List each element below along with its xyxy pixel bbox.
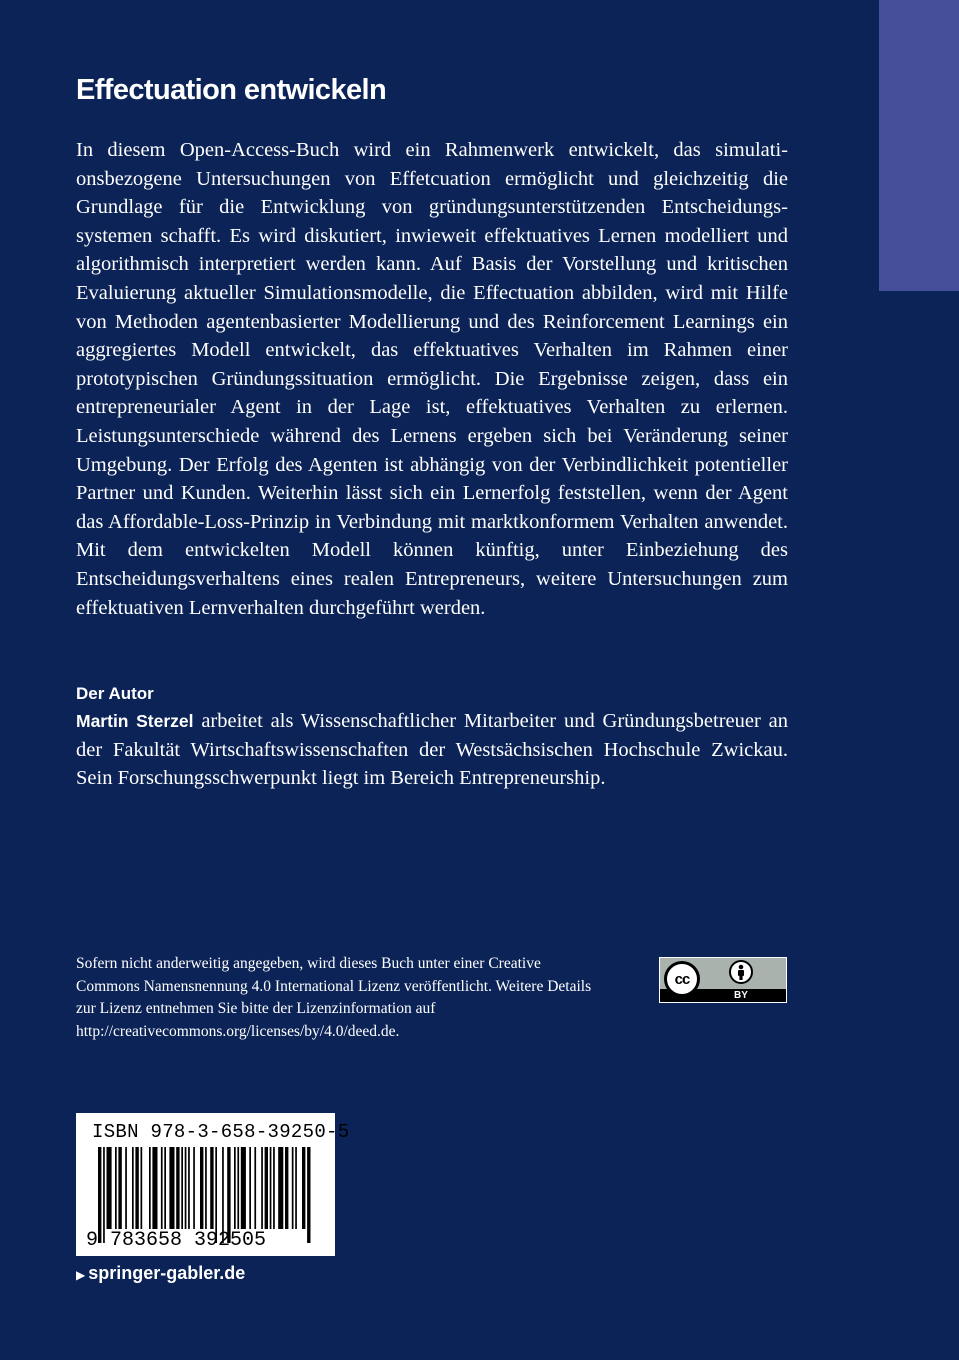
book-title: Effectuation entwickeln <box>76 74 387 106</box>
barcode-bar <box>115 1147 117 1229</box>
abstract-text: In diesem Open-Access-Buch wird ein Rahmenwerk entwickelt, das simulationsbezogene Untersuchungen von Effetcuation ermöglicht und gleichzeitig die Grundlage für die Entwicklung von gründungsunterstützenden Entscheidungssystemen schafft. Es wird diskutiert, inwieweit effektuatives Lernen modelliert und algorithmisch interpretiert werden kann. Auf Basis der Vorstellung und kritischen Evaluierung aktueller Simulationsmodelle, die Effectuation abbilden, wird mit Hilfe von Methoden agentenbasierter Modellierung und des Reinforcement Learnings ein aggregiertes Modell entwickelt, das effektuatives Verhalten im Rahmen einer prototypischen Gründungssituation ermöglicht. Die Ergebnisse zeigen, dass ein entrepreneurialer Agent in der Lage ist, effektuatives Verhalten zu erlernen. Leistungsunterschiede während des Lernens ergeben sich bei Veränderung seiner Umgebung. Der Erfolg des Agenten ist abhängig von der Verbindlichkeit potentieller Partner und Kunden. Weiterhin lässt sich ein Lernerfolg feststellen, wenn der Agent das Affordable-Loss-Prinzip in Verbindung mit marktkonformem Verhalten anwendet. Mit dem entwickelten Modell können künftig, unter Einbeziehung des Entscheidungsverhaltens eines realen Entrepreneurs, weitere Untersuchungen zum effektuativen Lernverhalten durchgeführt werden. <box>76 139 788 619</box>
author-heading: Der Autor <box>76 684 154 703</box>
license-text: Sofern nicht anderweitig angegeben, wird dieses Buch unter einer Creative Commons Namensnennung 4.0 International Lizenz veröffentlicht. Weitere Details zur Lizenz entnehmen Sie bitte der Lizenzinformation auf http://creativecommons.org/licenses/by/4.0/deed.de. <box>76 955 592 1040</box>
barcode-bar <box>164 1147 166 1229</box>
isbn-label: ISBN 978-3-658-39250-5 <box>92 1121 350 1143</box>
cc-by-license-icon <box>659 957 787 1003</box>
barcode-bar <box>132 1147 134 1229</box>
barcode-bar <box>273 1147 275 1229</box>
decorative-side-band <box>879 0 959 291</box>
barcode-bar <box>205 1147 207 1229</box>
barcode-bar <box>188 1147 190 1229</box>
barcode-bar <box>302 1147 305 1229</box>
barcode-bar <box>200 1147 203 1229</box>
barcode-bar <box>241 1147 246 1229</box>
author-name: Martin Sterzel <box>76 711 194 731</box>
barcode-bar <box>181 1147 183 1229</box>
barcode-bar <box>270 1147 272 1229</box>
author-bio <box>76 707 788 793</box>
barcode-bar <box>118 1147 121 1229</box>
arrow-right-icon: ▶ <box>76 1268 86 1282</box>
barcode-bar <box>254 1147 256 1229</box>
barcode-bar <box>135 1147 138 1229</box>
barcode-bar <box>261 1147 263 1229</box>
barcode-bar <box>107 1147 112 1229</box>
barcode-bar <box>265 1147 268 1229</box>
barcode-bar <box>307 1147 310 1243</box>
barcode-bar <box>125 1147 127 1229</box>
barcode-bar <box>292 1147 294 1229</box>
barcode-bar <box>193 1147 195 1229</box>
isbn-barcode <box>76 1113 350 1256</box>
barcode-bar <box>285 1147 288 1229</box>
barcode-bar <box>237 1147 239 1229</box>
barcode-digits: 9 783658 392505 <box>86 1229 267 1252</box>
by-label: BY <box>734 990 748 1001</box>
barcode-bar <box>141 1147 143 1229</box>
attribution-person-icon <box>729 960 753 984</box>
barcode-bar <box>161 1147 163 1229</box>
barcode-bar <box>169 1147 174 1229</box>
barcode-bar <box>234 1147 236 1229</box>
publisher-url: springer-gabler.de <box>88 1263 246 1283</box>
cc-icon: cc <box>664 961 700 997</box>
barcode-bar <box>210 1147 213 1229</box>
author-bio-text: arbeitet als Wissenschaftlicher Mitarbeiter und Gründungsbetreuer an der Fakultät Wirtschaftswissenschaften der Westsächsischen Hochschule Zwickau. Sein Forschungsschwerpunkt liegt im Bereich Entrepreneurship. <box>76 710 788 790</box>
barcode-bar <box>249 1147 251 1229</box>
barcode-bar <box>295 1147 297 1229</box>
barcode-bar <box>185 1147 187 1229</box>
barcode-bar <box>278 1147 283 1229</box>
publisher-link[interactable] <box>76 1260 245 1288</box>
barcode-bar <box>149 1147 151 1229</box>
barcode-bar <box>152 1147 157 1229</box>
barcode-bar <box>176 1147 179 1229</box>
